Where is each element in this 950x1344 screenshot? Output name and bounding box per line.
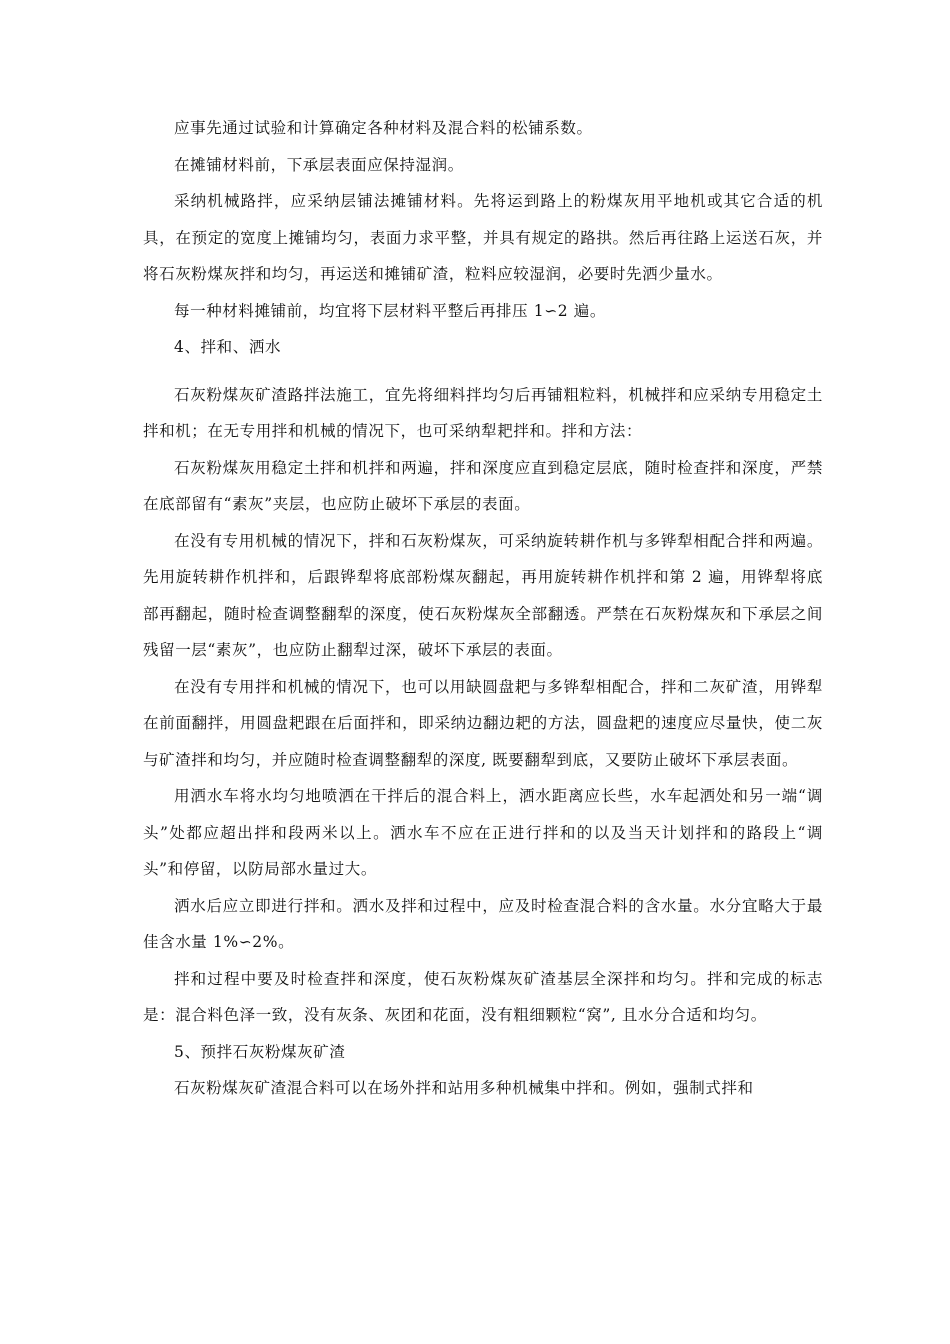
paragraph: 石灰粉煤灰矿渣混合料可以在场外拌和站用多种机械集中拌和。例如，强制式拌和 [174, 1079, 754, 1097]
spacer [143, 366, 823, 377]
paragraph: 石灰粉煤灰矿渣路拌法施工，宜先将细料拌均匀后再铺粗粒料，机械拌和应采纳专用稳定土拌和机；在无专用拌和机械的情况下，也可采纳犁耙拌和。拌和方法： [143, 385, 823, 440]
paragraph: 用洒水车将水均匀地喷洒在干拌后的混合料上，洒水距离应长些，水车起洒处和另一端“调头”处都应超出拌和段两米以上。洒水车不应在正进行拌和的以及当天计划拌和的路段上“调头”和停留，以防局部水量过大。 [143, 787, 823, 878]
paragraph: 洒水后应立即进行拌和。洒水及拌和过程中，应及时检查混合料的含水量。水分宜略大于最佳含水量 1%∽2%。 [143, 896, 823, 951]
paragraph: 在没有专用机械的情况下，拌和石灰粉煤灰，可采纳旋转耕作机与多铧犁相配合拌和两遍。先用旋转耕作机拌和，后跟铧犁将底部粉煤灰翻起，再用旋转耕作机拌和第 2 遍，用铧犁将底部再翻起，随时检查调整翻犁的深度，使石灰粉煤灰全部翻透。严禁在石灰粉煤灰和下承层之间残留一层“素灰”，也应防止翻犁过深，破坏下承层的表面。 [143, 531, 823, 659]
paragraph: 在摊铺材料前，下承层表面应保持湿润。 [174, 155, 464, 174]
section-heading: 5、预拌石灰粉煤灰矿渣 [174, 1042, 346, 1061]
paragraph: 在没有专用拌和机械的情况下，也可以用缺圆盘耙与多铧犁相配合，拌和二灰矿渣，用铧犁在前面翻拌，用圆盘耙跟在后面拌和，即采纳边翻边耙的方法，圆盘耙的速度应尽量快，使二灰与矿渣拌和均匀，并应随时检查调整翻犁的深度, 既要翻犁到底，又要防止破坏下承层表面。 [143, 677, 823, 769]
paragraph: 采纳机械路拌，应采纳层铺法摊铺材料。先将运到路上的粉煤灰用平地机或其它合适的机具，在预定的宽度上摊铺均匀，表面力求平整，并具有规定的路拱。然后再往路上运送石灰，并将石灰粉煤灰拌和均匀，再运送和摊铺矿渣，粒料应较湿润，必要时先洒少量水。 [143, 192, 823, 283]
paragraph: 应事先通过试验和计算确定各种材料及混合料的松铺系数。 [174, 119, 593, 137]
section-heading: 4、拌和、洒水 [174, 338, 282, 356]
paragraph: 石灰粉煤灰用稳定土拌和机拌和两遍，拌和深度应直到稳定层底，随时检查拌和深度，严禁在底部留有“素灰”夹层，也应防止破坏下承层的表面。 [143, 458, 823, 513]
paragraph: 每一种材料摊铺前，均宜将下层材料平整后再排压 1∽2 遍。 [174, 301, 606, 320]
document-page [143, 110, 823, 1107]
paragraph: 拌和过程中要及时检查拌和深度，使石灰粉煤灰矿渣基层全深拌和均匀。拌和完成的标志是：混合料色泽一致，没有灰条、灰团和花面，没有粗细颗粒“窝”, 且水分合适和均匀。 [143, 969, 823, 1024]
